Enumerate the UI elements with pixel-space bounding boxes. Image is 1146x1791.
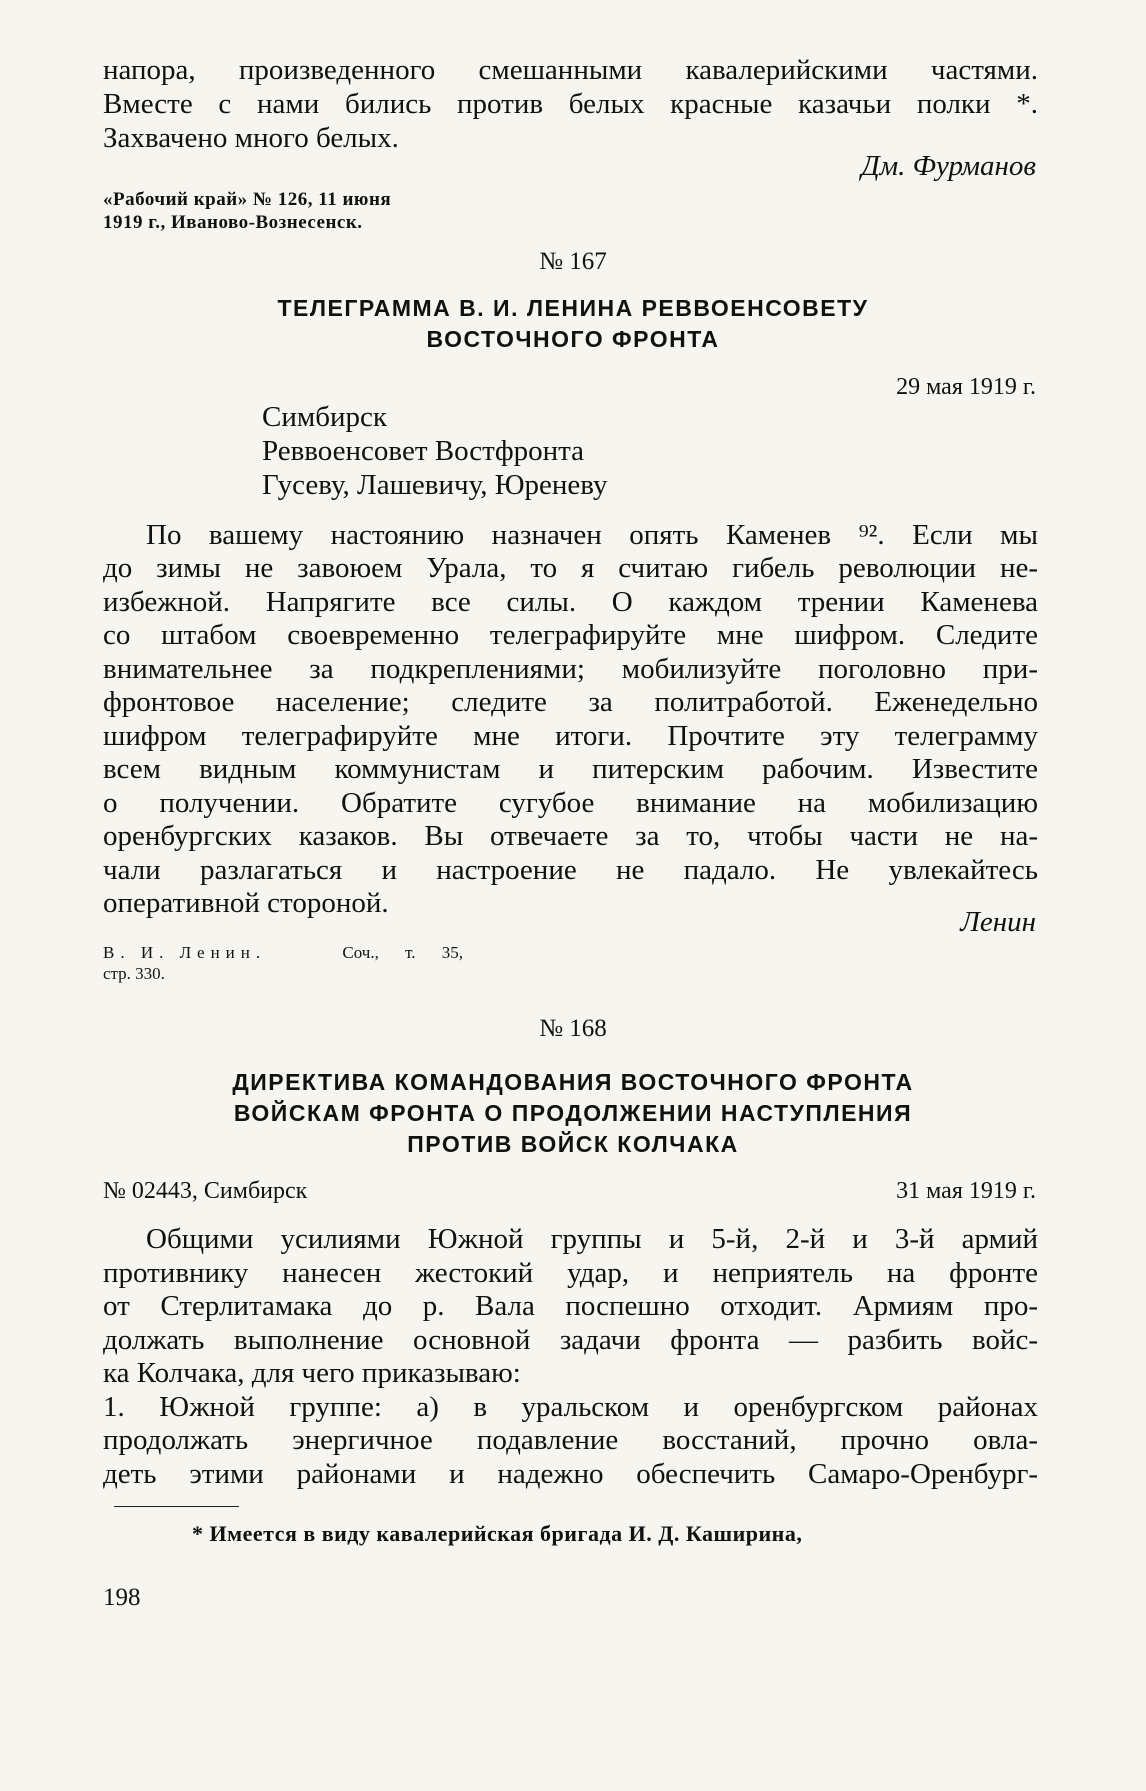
- doc-168-reference: № 02443, Симбирск: [103, 1178, 308, 1204]
- doc-167-body-line-2: до зимы не завоюем Урала, то я считаю гибель революции не-: [103, 552, 1038, 584]
- doc-168-body-line-5: ка Колчака, для чего приказываю:: [103, 1357, 521, 1389]
- doc-168-body-line-6: 1. Южной группе: а) в уральском и оренбургском районах: [103, 1391, 1038, 1423]
- doc-168-body-line-2: противнику нанесен жестокий удар, и неприятель на фронте: [103, 1257, 1038, 1289]
- lenin-source-author: В. И. Ленин.: [103, 943, 267, 962]
- top-text-line-1: напора, произведенного смешанными кавалерийскими частями.: [103, 54, 1038, 86]
- address-line-1: Симбирск: [262, 401, 387, 433]
- doc-168-title-line-2: ВОЙСКАМ ФРОНТА О ПРОДОЛЖЕНИИ НАСТУПЛЕНИЯ: [233, 1100, 913, 1126]
- doc-167-date: 29 мая 1919 г.: [896, 374, 1036, 400]
- doc-167-body-line-3: избежной. Напрягите все силы. О каждом трении Каменева: [103, 586, 1038, 618]
- lenin-source-volume: Соч., т. 35,: [342, 943, 463, 962]
- doc-167-number: № 167: [539, 248, 607, 275]
- footnote: * Имеется в виду кавалерийская бригада И. Д. Каширина,: [192, 1521, 803, 1546]
- doc-167-title-line-1: ТЕЛЕГРАММА В. И. ЛЕНИНА РЕВВОЕНСОВЕТУ: [277, 295, 869, 321]
- doc-167-body-line-10: оренбургских казаков. Вы отвечаете за то, чтобы части не на-: [103, 820, 1038, 852]
- doc-167-body-line-6: фронтовое население; следите за политработой. Еженедельно: [103, 686, 1038, 718]
- source-line-1: «Рабочий край» № 126, 11 июня: [103, 189, 392, 210]
- doc-168-body-line-8: деть этими районами и надежно обеспечить Самаро-Оренбург-: [103, 1458, 1038, 1490]
- signature-furmanov: Дм. Фурманов: [861, 150, 1036, 182]
- doc-167-body-line-5: внимательнее за подкреплениями; мобилизуйте поголовно при-: [103, 653, 1038, 685]
- doc-168-title-line-1: ДИРЕКТИВА КОМАНДОВАНИЯ ВОСТОЧНОГО ФРОНТА: [232, 1069, 914, 1095]
- source-line-2: 1919 г., Иваново-Вознесенск.: [103, 212, 363, 233]
- doc-168-title-line-3: ПРОТИВ ВОЙСК КОЛЧАКА: [407, 1131, 739, 1157]
- doc-168-number: № 168: [539, 1015, 607, 1042]
- signature-lenin: Ленин: [960, 906, 1036, 938]
- doc-167-body-line-1: По вашему настоянию назначен опять Каменев ⁹². Если мы: [146, 519, 1038, 551]
- doc-167-body-line-9: о получении. Обратите сугубое внимание на мобилизацию: [103, 787, 1038, 819]
- doc-168-date: 31 мая 1919 г.: [896, 1178, 1036, 1204]
- doc-167-title-line-2: ВОСТОЧНОГО ФРОНТА: [426, 326, 720, 352]
- top-text-line-2: Вместе с нами бились против белых красные казачьи полки *.: [103, 88, 1038, 120]
- doc-168-body-line-4: должать выполнение основной задачи фронта — разбить войс-: [103, 1324, 1038, 1356]
- doc-168-body-line-3: от Стерлитамака до р. Вала поспешно отходит. Армиям про-: [103, 1290, 1038, 1322]
- doc-167-body-line-12: оперативной стороной.: [103, 887, 389, 919]
- lenin-source-line-1: [103, 942, 463, 964]
- footnote-divider: [114, 1506, 239, 1507]
- doc-167-body-line-11: чали разлагаться и настроение не падало. Не увлекайтесь: [103, 854, 1038, 886]
- doc-167-body-line-8: всем видным коммунистам и питерским рабочим. Известите: [103, 753, 1038, 785]
- doc-167-body-line-4: со штабом своевременно телеграфируйте мне шифром. Следите: [103, 619, 1038, 651]
- page-number: 198: [103, 1584, 141, 1611]
- address-line-2: Реввоенсовет Востфронта: [262, 435, 585, 467]
- doc-167-body-line-7: шифром телеграфируйте мне итоги. Прочтите эту телеграмму: [103, 720, 1038, 752]
- lenin-source-line-2: стр. 330.: [103, 964, 165, 983]
- address-line-3: Гусеву, Лашевичу, Юреневу: [262, 469, 608, 501]
- doc-168-body-line-1: Общими усилиями Южной группы и 5-й, 2-й и 3-й армий: [146, 1223, 1038, 1255]
- top-text-line-3: Захвачено много белых.: [103, 122, 399, 154]
- doc-168-body-line-7: продолжать энергичное подавление восстаний, прочно овла-: [103, 1424, 1038, 1456]
